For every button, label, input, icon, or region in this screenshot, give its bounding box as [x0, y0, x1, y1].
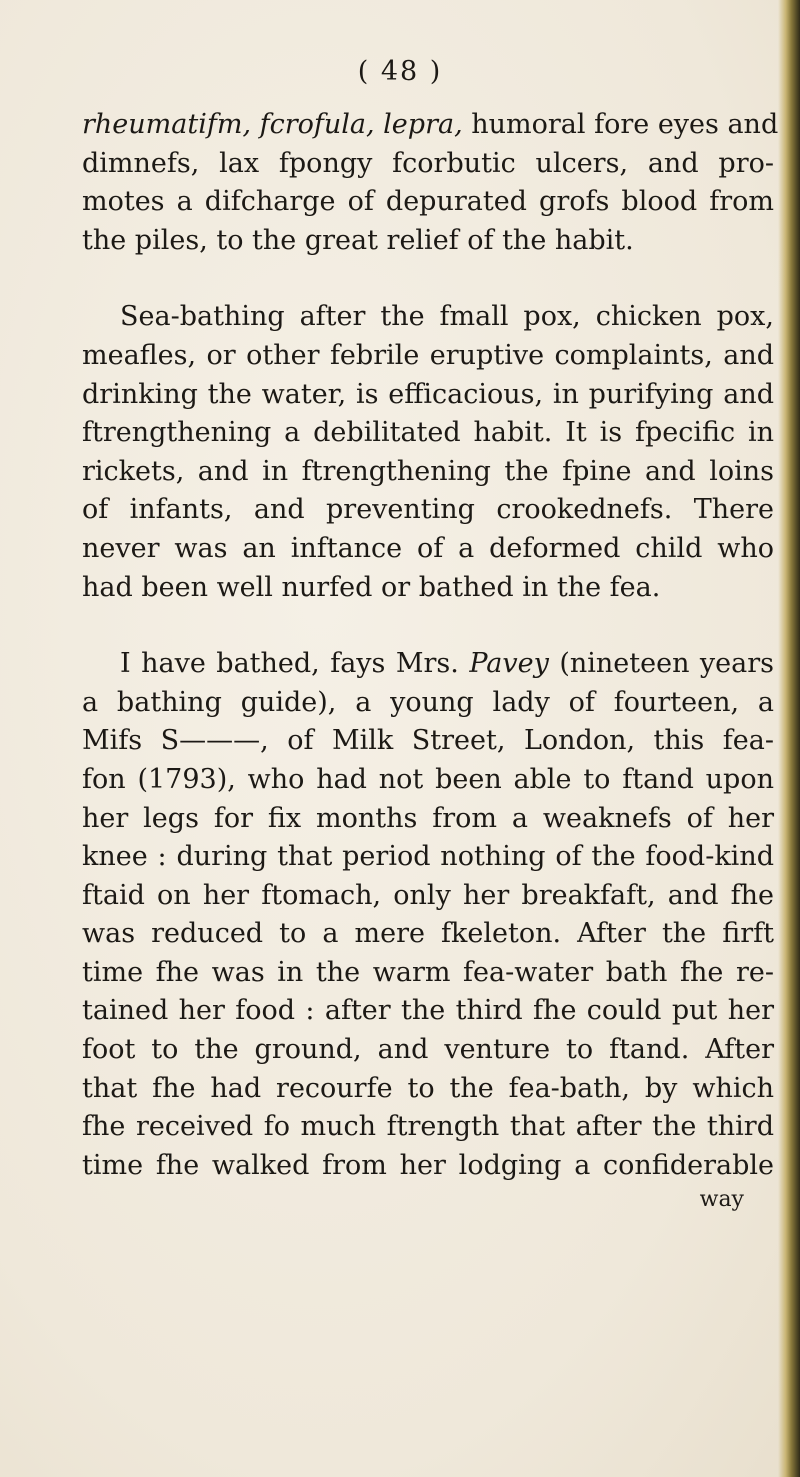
text-line: Mifs S———, of Milk Street, London, this fea- [82, 725, 774, 757]
text-line: drinking the water, is efficacious, in purifying and [82, 378, 774, 410]
catchword: way [699, 1187, 744, 1213]
text-line: time fhe was in the warm fea-water bath fhe re- [82, 956, 774, 988]
text-line: fhe received fo much ftrength that after the third [82, 1111, 774, 1143]
text-line: time fhe walked from her lodging a confiderable [82, 1149, 774, 1181]
page-number: ( 48 ) [357, 56, 443, 87]
text-line: tained her food : after the third fhe could put her [82, 995, 774, 1027]
body-text [82, 106, 779, 1215]
text-line: that fhe had recourfe to the fea-bath, by which [82, 1072, 774, 1104]
text-line: was reduced to a mere fkeleton. After the firft [82, 918, 774, 950]
text-line: foot to the ground, and venture to ftand. After [82, 1034, 774, 1066]
page-edge-shadow [778, 0, 800, 1477]
text-line: ftaid on her ftomach, only her breakfaft, and fhe [82, 879, 774, 911]
italic-name: Pavey [469, 648, 549, 680]
text-line: meafles, or other febrile eruptive complaints, and [82, 339, 774, 371]
text-line: the piles, to the great relief of the habit. [82, 224, 634, 256]
italic-terms: rheumatifm, fcrofula, lepra, [82, 109, 463, 140]
text-line: dimnefs, lax fpongy fcorbutic ulcers, and pro- [82, 147, 774, 179]
text-line: Sea-bathing after the fmall pox, chicken pox, [120, 301, 774, 333]
text-line: had been well nurfed or bathed in the fea. [82, 571, 661, 603]
text-line: I have bathed, fays Mrs. Pavey (nineteen years [120, 648, 774, 680]
text-line: her legs for fix months from a weaknefs of her [82, 802, 774, 834]
text-line: of infants, and preventing crookednefs. There [82, 494, 774, 526]
text-line: fon (1793), who had not been able to ftand upon [82, 763, 774, 795]
text-line: rheumatifm, fcrofula, lepra, humoral fore eyes and [82, 109, 779, 140]
text-line: motes a difcharge of depurated grofs blood from [82, 186, 774, 218]
text-line: a bathing guide), a young lady of fourteen, a [82, 686, 774, 718]
text-line: knee : during that period nothing of the food-kind [82, 841, 774, 873]
text-line: rickets, and in ftrengthening the fpine and loins [82, 455, 774, 487]
text-line: never was an inftance of a deformed child who [82, 532, 774, 564]
text-line: ftrengthening a debilitated habit. It is fpecific in [82, 417, 774, 449]
